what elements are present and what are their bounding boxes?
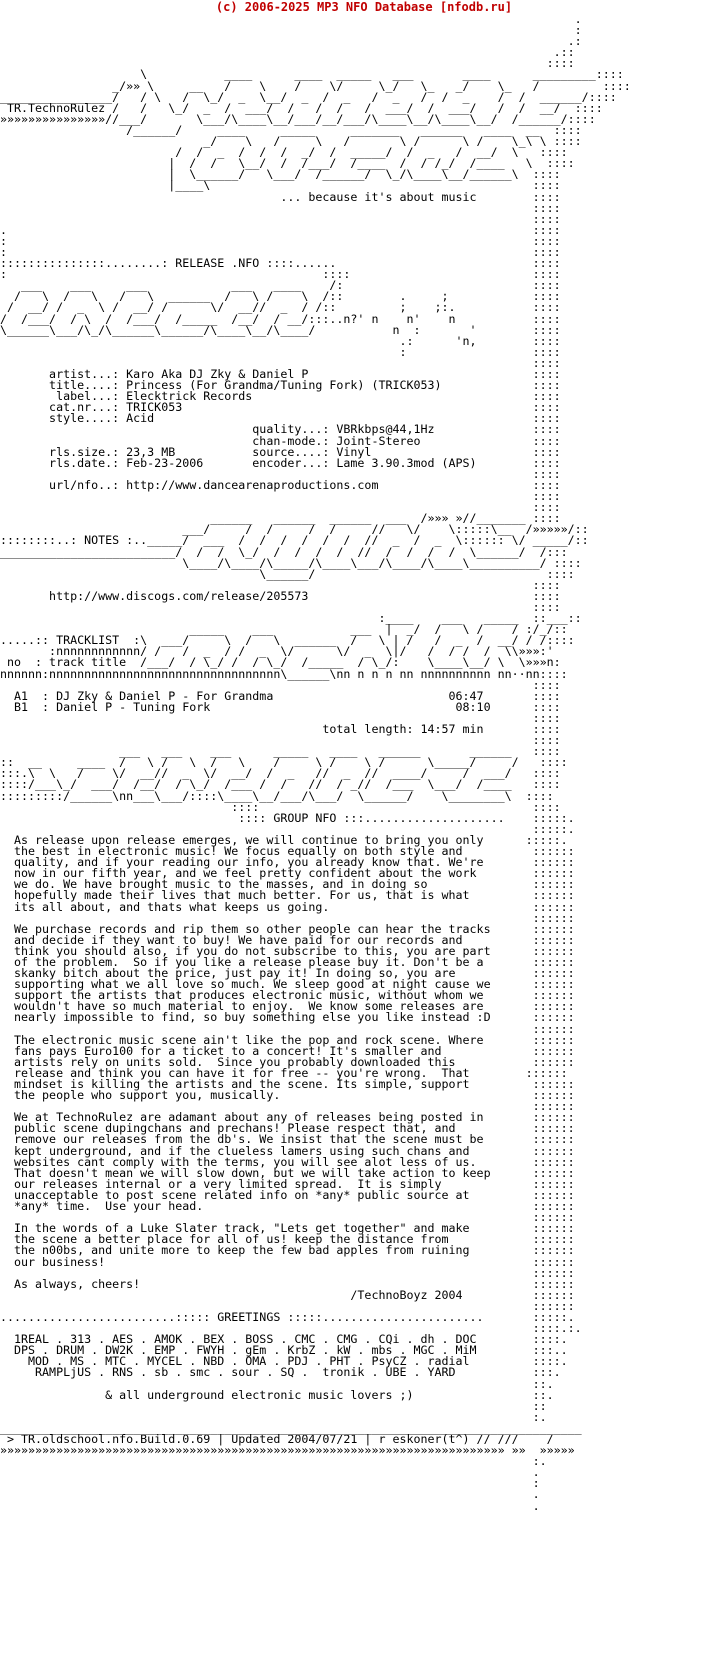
nfo-line: . — [0, 1465, 540, 1480]
nfo-line: nearly impossible to find, so buy something else you like instead :D :::::: — [0, 1010, 575, 1025]
nfo-line: \____/\____/\_____/\____\___/\____/\____\__________/ :::: — [0, 555, 582, 570]
nfo-line: :::: — [0, 466, 561, 481]
nfo-line: : :::: — [0, 233, 561, 248]
nfo-line: : — [0, 23, 582, 38]
nfo-line: »»»»»»»»»»»»»»»»»»»»»»»»»»»»»»»»»»»»»»»»»»»»»»»»»»»»»»»»»»»»»»»»»»»»»»»» »» »»»»» — [0, 1443, 575, 1458]
nfo-line: / /___/ / \ / /___/ /_____ /__/ / __/:::..n?' n n' n :::: — [0, 311, 561, 326]
nfo-line: > TR.oldschool.nfo.Build.0.69 | Updated 2004/07/21 | r eskoner(t^) // /// / — [0, 1432, 554, 1446]
nfo-line: _________________________/ / / \_/ / / / / // / / / / \______/ /::: — [0, 544, 568, 559]
nfo-line: DPS . DRUM . DW2K . EMP . FWYH . gEm . KrbZ . kW . mbs . MGC . MiM :::.. — [0, 1343, 568, 1358]
nfo-line: : :::: — [0, 244, 561, 259]
nfo-line: :::: — [0, 200, 561, 215]
nfo-line: : — [0, 1476, 540, 1491]
nfo-line: :::::: — [0, 1099, 575, 1114]
nfo-line: wouldn't have so much material to enjoy. We know some releases are :::::: — [0, 999, 575, 1014]
nfo-line: release and think you can have it for free -- you're wrong. That :::::: — [0, 1065, 568, 1080]
nfo-line: now in our fifth year, and we feel pretty confident about the work :::::: — [0, 866, 575, 881]
nfo-line: \ ____ ____ _____ ___ ____ _________:::: — [0, 67, 624, 82]
nfo-line: / / _ / / / _/ / _____/ / _ / __/ \ :::: — [0, 145, 568, 160]
nfo-line: :::: — [0, 355, 561, 370]
nfo-line: | \______/ \___/ /______/ \_/\____\__/______\ :::: — [0, 167, 561, 182]
nfo-line: ___________________________________________________________________________________ — [0, 1420, 582, 1435]
nfo-line: : :::: — [0, 344, 561, 359]
nfo-line: :::::: — [0, 1210, 575, 1225]
nfo-line: :::: — [0, 710, 561, 725]
nfo-line: We at TechnoRulez are adamant about any of releases being posted in :::::: — [0, 1110, 575, 1125]
nfo-line: and decide if they want to buy! We have paid for our records and :::::: — [0, 932, 575, 947]
nfo-line: ___ ___ ___ _____ ____ ______ ______ :::: — [0, 744, 561, 759]
nfo-line: B1 : Daniel P - Tuning Fork 08:10 :::: — [0, 699, 561, 714]
nfo-line: ::::.:. — [0, 1321, 582, 1336]
nfo-line: We purchase records and rip them so other people can hear the tracks :::::: — [0, 921, 575, 936]
nfo-line: the people who support you, musically. :::::: — [0, 1088, 575, 1103]
nfo-line: :nnnnnnnnnnnn/ / / _ / / _ \/ \/ _ \|/ / / / / \\»»»:' — [0, 644, 554, 659]
nfo-line: \______/ :::: — [0, 566, 575, 581]
nfo-line: RAMPLjUS . RNS . sb . smc . sour . SQ . tronik . UBE . YARD :::. — [0, 1365, 561, 1380]
nfo-line: total length: 14:57 min :::: — [0, 722, 561, 736]
nfo-line: .....:: TRACKLIST :\ ___/ \ / \ ______ / \ | / / _ / __/ / /:::: — [0, 633, 575, 648]
nfo-line: we do. We have brought music to the masses, and in doing so :::::: — [0, 877, 575, 892]
nfo-line: ___/ / / / / // \/ \:::::\__ /»»»»»/:: — [0, 522, 589, 537]
nfo-line: think you should also, if you do not subscribe to this, you are part :::::: — [0, 943, 575, 958]
nfo-line: our business! :::::: — [0, 1254, 575, 1269]
nfo-line: remove our releases from the db's. We insist that the scene must be :::::: — [0, 1132, 575, 1147]
nfo-line: _/ \ / \ / \ / \ / \_\ \ :::: — [0, 134, 582, 149]
nfo-line: :::::: — [0, 1021, 575, 1036]
nfo-line: ::::::::..: NOTES :.._____/ ___ / / / / / / // _ / _ \:::::: \/ _____/:: — [0, 533, 589, 548]
nfo-line: MOD . MS . MTC . MYCEL . NBD . OMA . PDJ . PHT . PsyCZ . radial ::::. — [0, 1354, 568, 1369]
nfo-line: »»»»»»»»»»»»»»»//___/ \___/\____\__/___/__/___/\____\__/\____\__/ /______/:::: — [0, 111, 596, 126]
nfo-line: 1REAL . 313 . AES . AMOK . BEX . BOSS . CMC . CMG . CQi . dh . DOC ::::. — [0, 1332, 568, 1347]
nfo-line: the n00bs, and unite more to keep the few bad apples from ruining :::::: — [0, 1243, 575, 1258]
nfo-line: :: — [0, 1398, 547, 1413]
nfo-line: :::::: — [0, 1265, 575, 1280]
nfo-line: its all about, and thats what keeps us going. :::::: — [0, 899, 575, 914]
nfo-line: :____ ___ _____ ::___:: — [0, 611, 582, 626]
nfo-line: :::::. — [0, 821, 575, 836]
nfo-line: rls.size.: 23,3 MB source....: Vinyl :::: — [0, 444, 561, 459]
nfo-line: . — [0, 1487, 540, 1502]
nfo-line: :::.\ \ / \/ __// _ \/ __/ / _ // _ // ____/ / ___/ :::: — [0, 766, 561, 781]
nfo-line: public scene dupingchans and prechans! Please respect that, and :::::: — [0, 1121, 575, 1136]
nfo-line: artists rely on units sold. Since you probably downloaded this :::::: — [0, 1054, 575, 1069]
nfo-line: the best in electronic music! We focus equally on both style and :::::: — [0, 844, 575, 859]
nfo-line: of the problem. So if you like a release please buy it. Don't be a :::::: — [0, 954, 575, 969]
nfo-line: That doesn't mean we will slow down, but we will take action to keep :::::: — [0, 1165, 575, 1180]
nfo-line: *any* time. Use your head. :::::: — [0, 1199, 575, 1214]
nfo-line: chan-mode.: Joint-Stereo :::: — [0, 433, 561, 448]
nfo-line: :::: — [0, 489, 561, 504]
nfo-line: \______\___/\_/\______\______/\____\__/\____/ n : ' :::: — [0, 322, 561, 337]
nfo-line: mindset is killing the artists and the scene. Its simple, support :::::: — [0, 1077, 575, 1091]
nfo-line: _/»» \ __ / \ / \/ \_/ \_ _/ \_ / :::: — [0, 78, 631, 93]
nfo-line: .:: — [0, 45, 575, 60]
nfo-line: hopefully made their lives that much better. For us, that is what :::::: — [0, 888, 575, 903]
nfo-line: quality, and if your reading our info, you already know that. We're :::::: — [0, 855, 575, 870]
nfo-line: :::: — [0, 677, 561, 692]
nfo-line: :::::::::/______\nn___\___/::::\____\__/___/\___/ \______/ \________\ :::: — [0, 788, 554, 803]
nfo-line: :. — [0, 1454, 547, 1469]
nfo-line: supporting what we all love so much. We sleep good at night cause we :::::: — [0, 977, 575, 992]
nfo-line: TR.TechnoRulez / / \_/ _ / ___/ / / / / ___/ / ___/ / / __/ :::: — [0, 100, 603, 115]
nfo-line: :::: — [0, 56, 575, 71]
nfo-line: :::: :::: — [0, 799, 561, 814]
nfo-line: :::: — [0, 733, 561, 748]
nfo-line: A1 : DJ Zky & Daniel P - For Grandma 06:47 :::: — [0, 688, 561, 703]
nfo-line: the scene a better place for all of us! keep the distance from :::::: — [0, 1232, 575, 1247]
nfo-line: :::::: — [0, 1298, 575, 1313]
nfo-line: http://www.discogs.com/release/205573 :::: — [0, 588, 561, 603]
nfo-line: quality...: VBRkbps@44,1Hz :::: — [0, 422, 561, 437]
nfo-line: & all underground electronic music lovers ;) ::. — [0, 1387, 554, 1402]
nfo-line: :::::::::::::::........: RELEASE .NFO ::::...... :::: — [0, 256, 561, 271]
nfo-line: / __/ / _ \ / __/ / \/ __// _ / /:: ; ;:. :::: — [0, 300, 561, 315]
nfo-line: fans pays Euro100 for a ticket to a concert! It's smaller and :::::: — [0, 1043, 575, 1058]
nfo-line: :::: — [0, 599, 561, 614]
nfo-line: ___ ___ ___ ___ ____ /: :::: — [0, 278, 561, 293]
nfo-line: /TechnoBoyz 2004 :::::: — [0, 1287, 575, 1302]
nfo-line: . — [0, 14, 582, 26]
nfo-line: .: — [0, 34, 582, 49]
nfo-line: :::: — [0, 577, 561, 592]
nfo-text-block — [0, 14, 728, 1654]
nfo-line: :::: GROUP NFO :::.................... :::::. — [0, 810, 575, 825]
nfo-line: artist...: Karo Aka DJ Zky & Daniel P :::: — [0, 367, 561, 381]
nfo-line: skanky bitch about the price, just pay it! In doing so, you are :::::: — [0, 966, 575, 981]
nfo-line: ______ ______ ______ ___ /»»» »//_______ :::: — [0, 511, 561, 526]
nfo-line: url/nfo..: http://www.dancearenaproductions.com :::: — [0, 477, 561, 492]
nfo-line: | / / \__/ / /___/ /____ / / /_/ /____ \ :::: — [0, 156, 575, 171]
nfo-line: /______/ ____ _____ _______ ______ ____ __ :::: — [0, 122, 582, 137]
nfo-line: unacceptable to post scene related info on *any* public source at :::::: — [0, 1187, 575, 1202]
nfo-line: ... because it's about music :::: — [0, 189, 561, 204]
nfo-line: our releases internal or a very limited spread. It is simply :::::: — [0, 1176, 575, 1191]
nfo-line: In the words of a Luke Slater track, "Lets get together" and make :::::: — [0, 1221, 575, 1236]
nfo-line: cat.nr...: TRICK053 :::: — [0, 400, 561, 415]
nfo-line: _____ ___ ___ | _/ / \ / / :/_/:: — [0, 622, 568, 637]
nfodb-copyright-header: (c) 2006-2025 MP3 NFO Database [nfodb.ru] — [215, 0, 513, 14]
nfo-line: :::::: — [0, 910, 575, 925]
nfo-line: ________________/ / \ / \_/ _ \__/ _ / _ / _ / / _ / / ______/:::: — [0, 89, 617, 104]
nfo-line: no : track title /___/ / \_/ / / \_/ /_____ / \_/: \____\__/ \ \»»»n: — [0, 655, 561, 670]
nfo-line: The electronic music scene ain't like the pop and rock scene. Where :::::: — [0, 1032, 575, 1047]
nfo-line: kept underground, and if the clueless lamers using such chans and :::::: — [0, 1143, 575, 1158]
nfo-line: ::::/___\_/ ___/ /__/ / \_/ /___ / / // / _// /___ \___/ /____ :::: — [0, 777, 561, 792]
nfo-line: label...: Elecktrick Records :::: — [0, 389, 561, 404]
nfo-line: As release upon release emerges, we will continue to bring you only :::::. — [0, 832, 568, 847]
nfo-line: support the artists that produces electronic music, without whom we :::::: — [0, 988, 575, 1003]
nfo-line: :::: — [0, 211, 561, 226]
nfo-line: :::: — [0, 500, 561, 515]
nfo-line: / \ / \ / \ ______ / \ / \ /:: . ; :::: — [0, 289, 561, 304]
nfo-line: nnnnnn:nnnnnnnnnnnnnnnnnnnnnnnnnnnnnnnnn\______\nn n n n nn nnnnnnnnnn nn··nn:::: — [0, 666, 568, 681]
nfo-line: .........................::::: GREETINGS :::::....................... :::::. — [0, 1309, 575, 1324]
nfo-line: As always, cheers! :::::: — [0, 1276, 575, 1291]
nfo-line: :. — [0, 1409, 547, 1424]
nfo-line: style....: Acid :::: — [0, 411, 561, 426]
nfo-line: :: __ ____ / \ / \ / \ / \ / \ / \_____/ / :::: — [0, 755, 568, 770]
nfo-line: ::. — [0, 1376, 554, 1391]
nfo-line: . :::: — [0, 222, 561, 237]
nfo-line: .: 'n, :::: — [0, 333, 561, 348]
nfo-line: rls.date.: Feb-23-2006 encoder...: Lame 3.90.3mod (APS) :::: — [0, 455, 561, 470]
nfo-line: title....: Princess (For Grandma/Tuning Fork) (TRICK053) :::: — [0, 378, 561, 393]
nfo-line: . — [0, 1498, 540, 1513]
nfo-line: |____\ :::: — [0, 178, 561, 193]
nfo-line: websites cant comply with the terms, you will see alot less of us. :::::: — [0, 1154, 575, 1169]
nfo-line: : :::: :::: — [0, 267, 561, 282]
